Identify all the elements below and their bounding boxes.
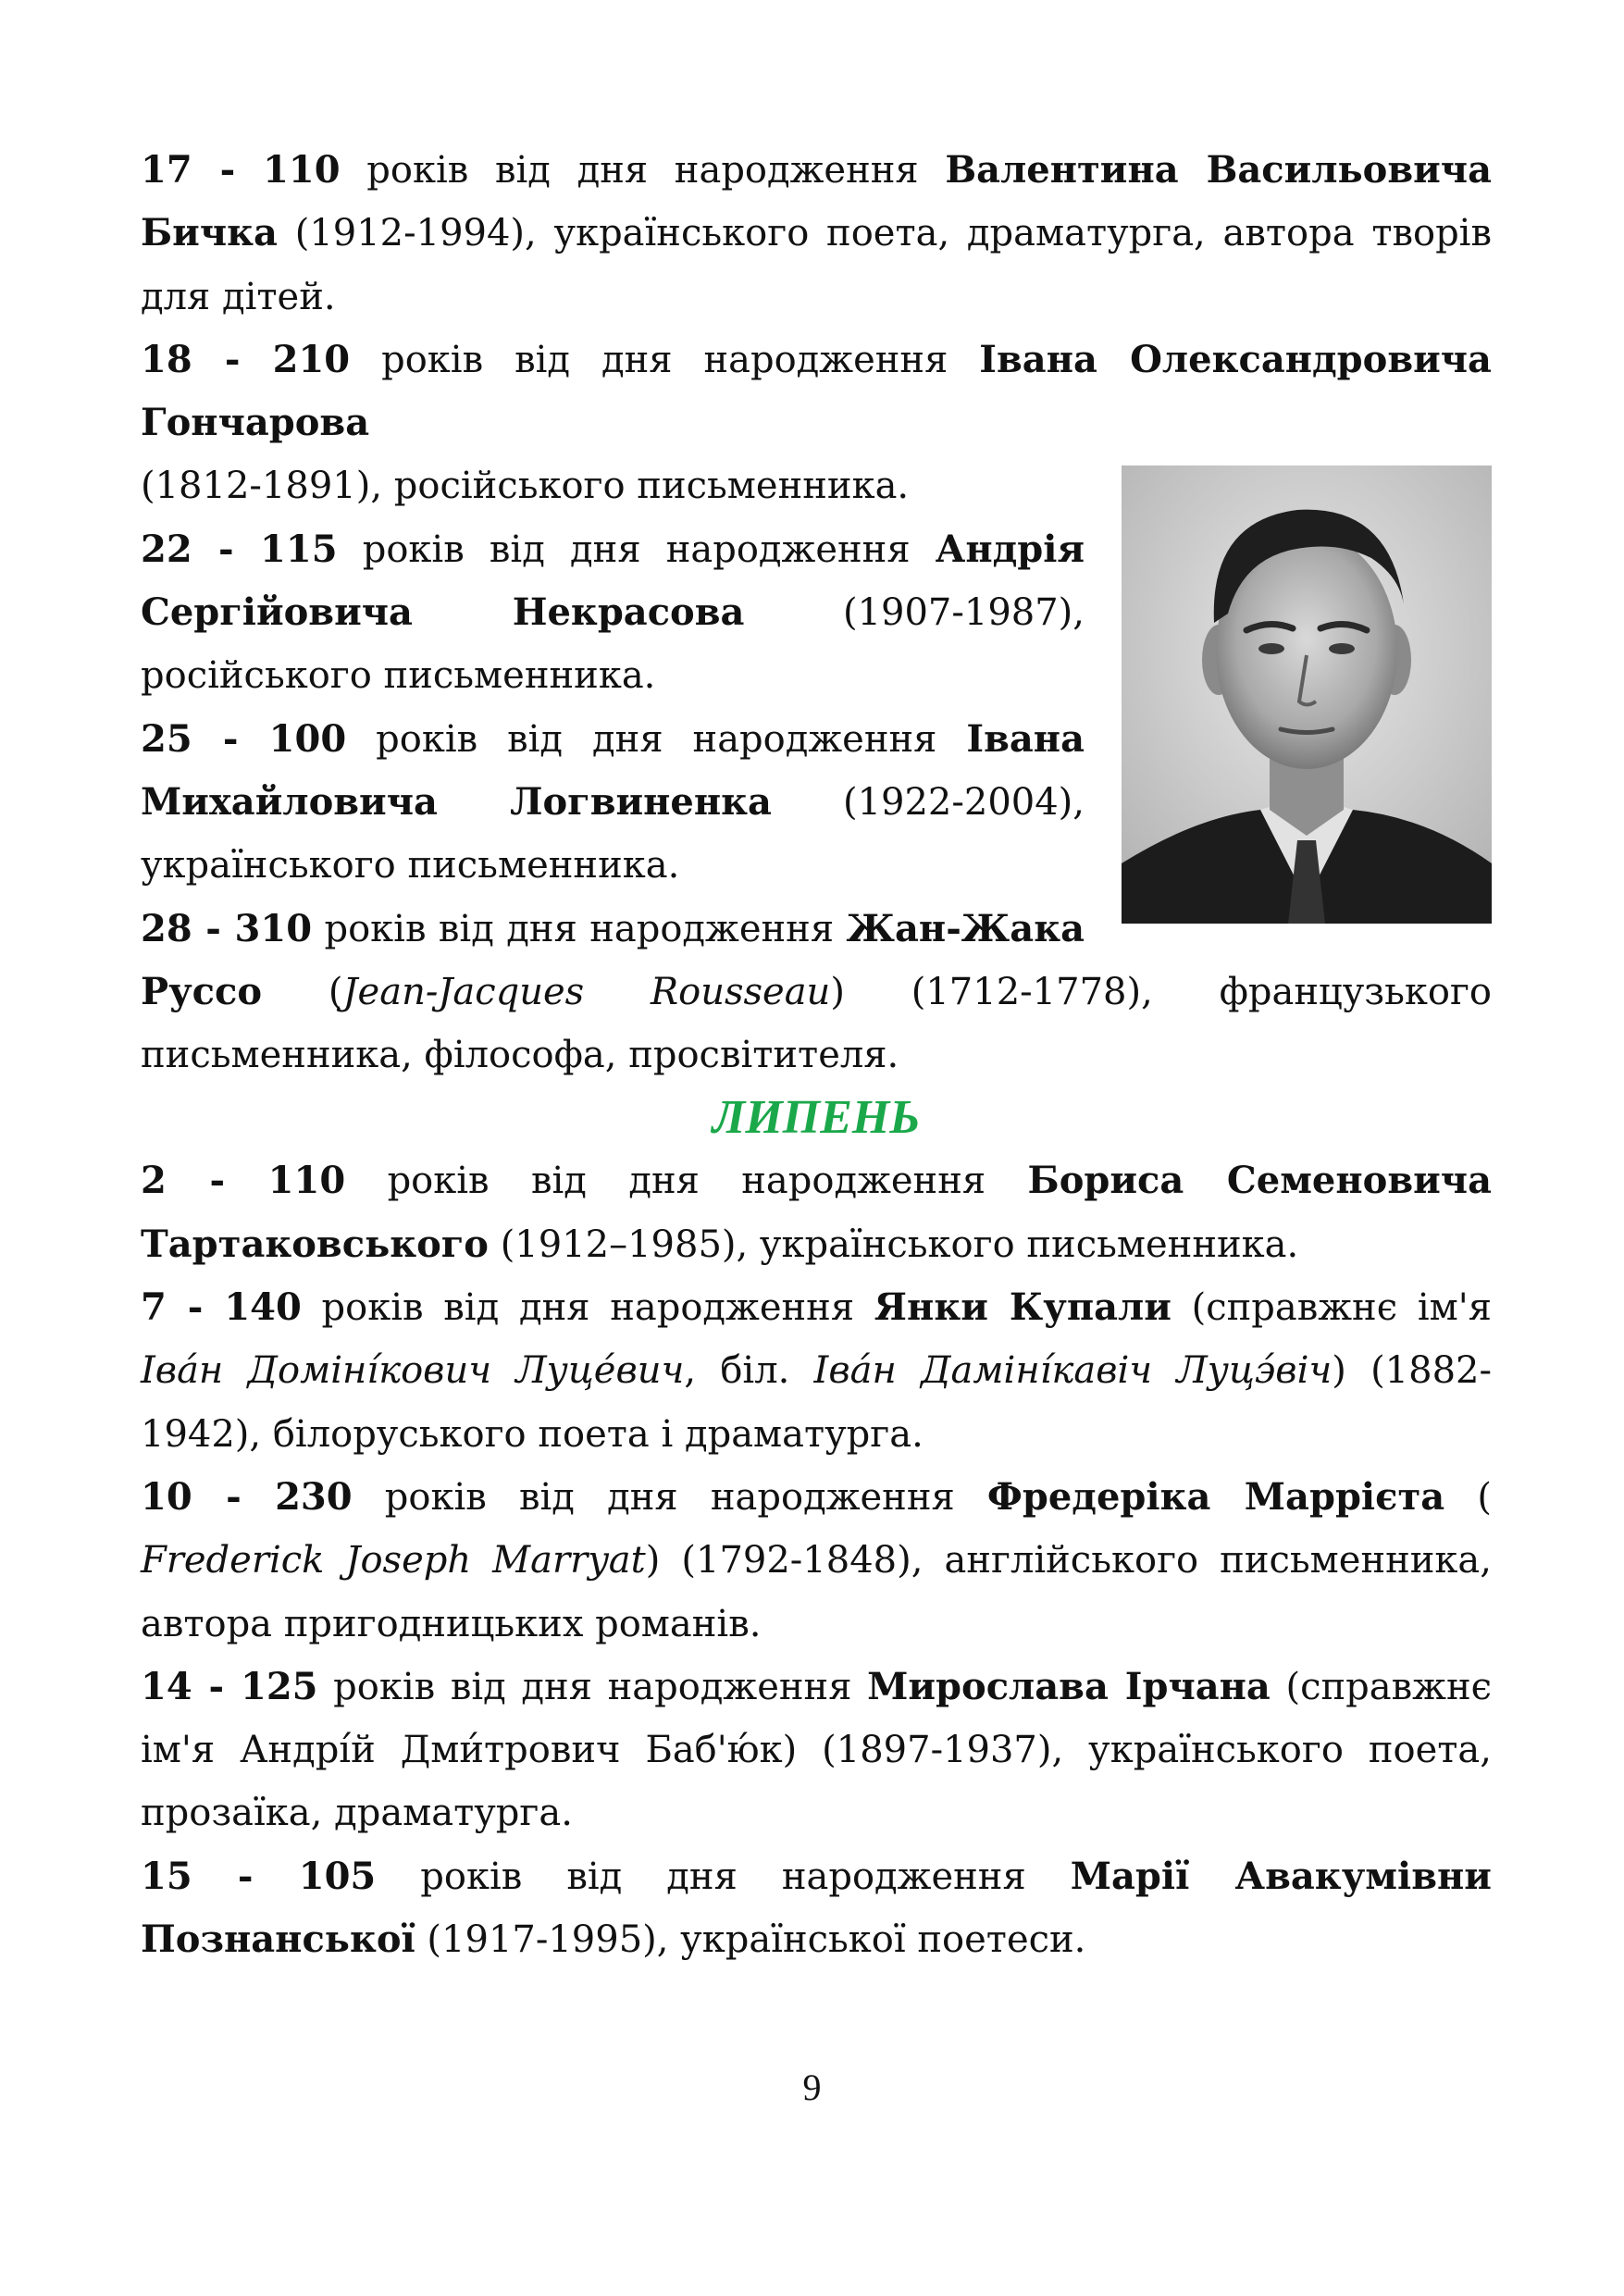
entry-date: 22 - 115 [141,527,338,571]
list-item: 15 - 105 років від дня народження Марії Авакумівни Познанської (1917-1995), української поетеси. [141,1854,1492,1962]
page-number: 9 [802,2066,822,2108]
person-name: Івана Олександровича Гончарова [141,337,1492,445]
person-name: Марії Авакумівни Познанської [141,1854,1492,1962]
list-item: 14 - 125 років від дня народження Мирослава Ірчана (справжнє ім'я Андрі́й Дми́трович Баб'ю́к) (1897-1937), українського поета, прозаїка, драматурга. [141,1664,1493,1835]
person-name: Івана Михайловича Логвиненка [141,716,1085,824]
person-name: Бориса Семеновича Тартаковського [141,1159,1492,1266]
list-item: 22 - 115 років від дня народження Андрія Сергійовича Некрасова (1907-1987), російського письменника. [141,527,1085,698]
list-item: 25 - 100 років від дня народження Івана Михайловича Логвиненка (1922-2004), українського письменника. [141,716,1085,887]
person-name: Фредеріка Маррієта [986,1474,1445,1519]
list-item: 10 - 230 років від дня народження Фредеріка Маррієта ( Frederick Joseph Marryat) (1792-1848), англійського письменника, автора пригодницьких романів. [141,1474,1492,1645]
entry-date: 2 - 110 [141,1159,346,1203]
entry-date: 7 - 140 [141,1285,302,1330]
list-item: 7 - 140 років від дня народження Янки Купали (справжнє ім'я Іва́н Доміні́кович Луце́вич, біл. Іва́н Даміні́кавіч Луцэ́віч) (1882-1942), білоруського поета і драматурга. [141,1285,1492,1456]
person-name: Янки Купали [874,1285,1172,1330]
entry-date: 14 - 125 [141,1664,318,1708]
entry-date: 25 - 100 [141,716,347,761]
entry-date: 28 - 310 [141,906,313,950]
list-item: 28 - 310 років від дня народження Жан-Жака Руссо (Jean-Jacques Rousseau) (1712-1778), французького письменника, філософа, просвітителя. [141,906,1493,1077]
list-item: 17 - 110 років від дня народження Валентина Васильовича Бичка (1912-1994), українського поета, драматурга, автора творів для дітей. [141,148,1493,318]
person-name: Мирослава Ірчана [867,1664,1271,1708]
entry-date: 10 - 230 [141,1474,353,1519]
list-item: 2 - 110 років від дня народження Бориса Семеновича Тартаковського (1912–1985), українського письменника. [141,1159,1492,1266]
month-heading: ЛИПЕНЬ [712,1091,921,1145]
portrait-photo [1122,465,1492,924]
entry-date: 15 - 105 [141,1854,377,1898]
page-content [141,139,1492,1971]
list-item: 18 - 210 років від дня народження Івана Олександровича Гончарова [141,337,1492,445]
entry-date: 17 - 110 [141,148,341,192]
person-name: Валентина Васильовича Бичка [141,148,1493,255]
list-item: (1812-1891), російського письменника. [141,465,910,508]
person-name: Жан-Жака Руссо [141,906,1085,1013]
portrait-image [1122,465,1492,924]
entry-date: 18 - 210 [141,337,351,381]
person-name: Андрія Сергійовича Некрасова [141,527,1085,635]
